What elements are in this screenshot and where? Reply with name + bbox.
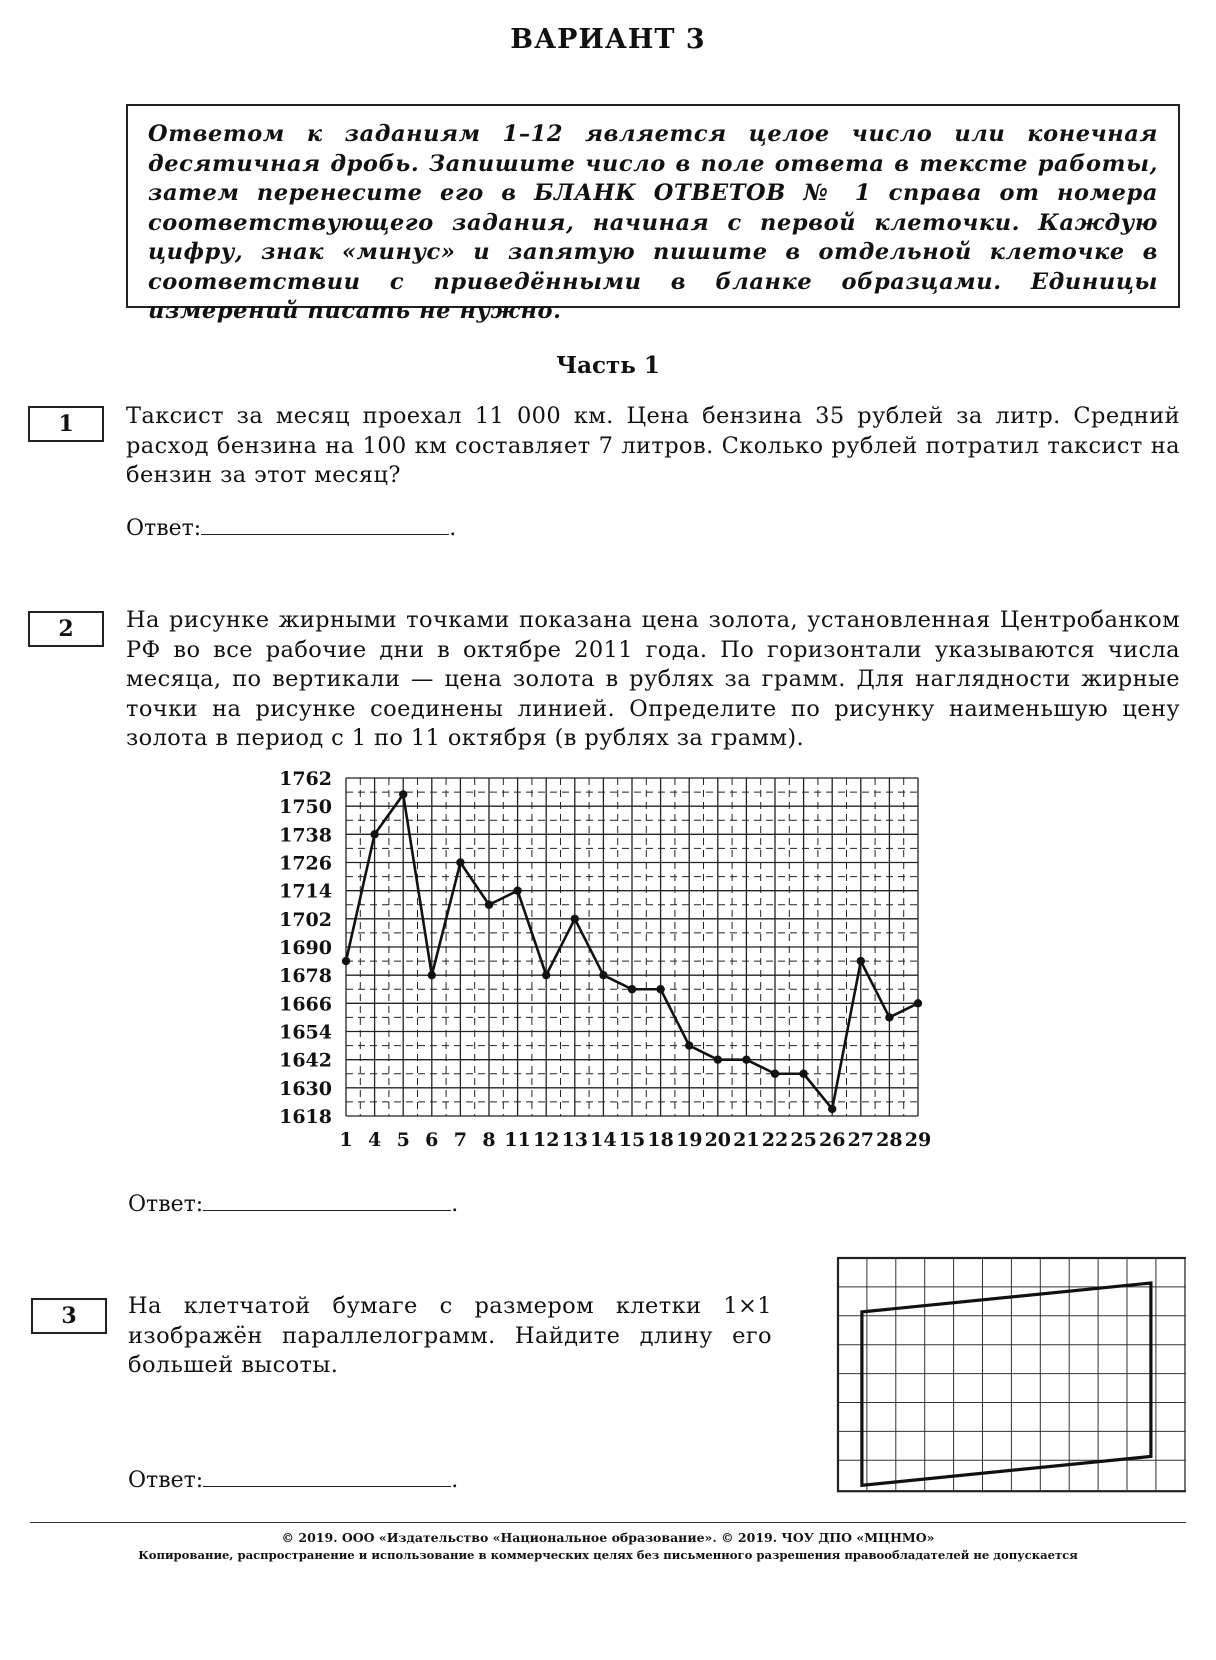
instructions-text: Ответом к заданиям 1–12 является целое число или конечная десятичная дробь. Запишите число в поле ответа в тексте работы, затем перенесите его в БЛАНК ОТВЕТОВ № 1 справа от номера соответствующего задания, начиная с первой клеточки. Каждую цифру, знак «минус» и запятую пишите в отдельной клеточке в соответствии с приведёнными в бланке образцами. Единицы измерений писать не нужно. xyxy=(148,121,1158,324)
x-tick-label: 11 xyxy=(504,1129,531,1151)
y-tick-label: 1726 xyxy=(279,852,332,875)
answer-line[interactable] xyxy=(201,512,449,535)
x-tick-label: 22 xyxy=(761,1129,789,1151)
footer-copyright: © 2019. ООО «Издательство «Национальное образование». © 2019. ЧОУ ДПО «МЦНМО» xyxy=(281,1530,935,1545)
x-tick-label: 14 xyxy=(590,1129,617,1151)
task-number-3: 3 xyxy=(31,1298,107,1334)
x-tick-label: 28 xyxy=(876,1129,903,1151)
price-point xyxy=(342,957,350,965)
task-3-text: На клетчатой бумаге с размером клетки 1×1 изображён параллелограмм. Найдите длину его большей высоты. xyxy=(128,1293,772,1378)
answer-end: . xyxy=(451,1468,459,1493)
answer-line[interactable] xyxy=(203,1464,451,1487)
x-tick-label: 15 xyxy=(618,1129,646,1151)
price-point xyxy=(542,971,550,979)
x-tick-label: 1 xyxy=(339,1129,353,1151)
footer-notice: Копирование, распространение и использование в коммерческих целях без письменного разрешения правообладателей не допускается xyxy=(138,1548,1078,1562)
price-point xyxy=(885,1013,893,1021)
y-tick-label: 1630 xyxy=(279,1077,332,1100)
x-tick-label: 6 xyxy=(425,1129,439,1151)
price-point xyxy=(513,886,521,894)
y-tick-label: 1762 xyxy=(279,768,332,790)
x-tick-label: 13 xyxy=(561,1129,589,1151)
instructions-box xyxy=(126,104,1180,324)
price-point xyxy=(828,1105,836,1113)
y-tick-label: 1714 xyxy=(279,880,332,903)
x-tick-label: 7 xyxy=(453,1129,468,1151)
part-title: Часть 1 xyxy=(556,352,660,379)
answer-line[interactable] xyxy=(203,1188,451,1211)
chart-grid xyxy=(346,778,918,1116)
x-tick-label: 25 xyxy=(790,1129,817,1151)
x-tick-label: 20 xyxy=(704,1129,732,1151)
price-point xyxy=(771,1070,779,1078)
x-tick-label: 8 xyxy=(482,1129,496,1151)
y-tick-label: 1666 xyxy=(279,993,332,1016)
y-tick-label: 1702 xyxy=(279,908,332,931)
price-point xyxy=(370,830,378,838)
x-axis-labels xyxy=(339,1129,931,1151)
y-tick-label: 1738 xyxy=(279,824,332,847)
price-point xyxy=(656,985,664,993)
x-tick-label: 19 xyxy=(675,1129,703,1151)
answer-end: . xyxy=(451,1192,459,1217)
task-number-1: 1 xyxy=(28,406,104,442)
y-tick-label: 1654 xyxy=(279,1021,332,1044)
task-3-answer xyxy=(128,1464,458,1493)
footer-divider xyxy=(30,1522,1186,1523)
price-point xyxy=(685,1041,693,1049)
task-2-text: На рисунке жирными точками показана цена золота, установленная Центробанком РФ во все рабочие дни в октябре 2011 года. По горизонтали указываются числа месяца, по вертикали — цена золота в рублях за грамм. Для наглядности жирные точки на рисунке соединены линией. Определите по рисунку наименьшую цену золота в период с 1 по 11 октября (в рублях за грамм). xyxy=(126,607,1180,751)
task-1-answer xyxy=(126,512,456,541)
price-point xyxy=(485,901,493,909)
x-tick-label: 12 xyxy=(532,1129,560,1151)
y-tick-label: 1618 xyxy=(279,1106,332,1128)
task-1-text: Таксист за месяц проехал 11 000 км. Цена бензина 35 рублей за литр. Средний расход бензина на 100 км составляет 7 литров. Сколько рублей потратил таксист на бензин за этот месяц? xyxy=(126,403,1180,488)
gold-price-chart xyxy=(260,760,940,1160)
answer-label: Ответ: xyxy=(126,516,202,541)
price-point xyxy=(742,1055,750,1063)
x-tick-label: 21 xyxy=(733,1129,760,1151)
x-tick-label: 18 xyxy=(647,1129,674,1151)
price-point xyxy=(914,999,922,1007)
figure-frame xyxy=(838,1258,1186,1491)
price-point xyxy=(628,985,636,993)
price-point xyxy=(399,790,407,798)
price-point xyxy=(571,915,579,923)
price-point xyxy=(456,858,464,866)
x-tick-label: 27 xyxy=(847,1129,875,1151)
answer-end: . xyxy=(449,516,457,541)
parallelogram-figure xyxy=(836,1256,1186,1496)
price-point xyxy=(428,971,436,979)
x-tick-label: 26 xyxy=(818,1129,846,1151)
task-2-answer xyxy=(128,1188,458,1217)
y-tick-label: 1642 xyxy=(279,1049,332,1072)
parallelogram xyxy=(862,1283,1151,1485)
page-title: ВАРИАНТ 3 xyxy=(510,24,706,55)
price-point xyxy=(857,957,865,965)
price-point xyxy=(799,1070,807,1078)
answer-label: Ответ: xyxy=(128,1192,204,1217)
x-tick-label: 5 xyxy=(396,1129,410,1151)
price-point xyxy=(714,1055,722,1063)
figure-grid xyxy=(838,1258,1186,1491)
y-tick-label: 1750 xyxy=(279,796,332,819)
task-number-2: 2 xyxy=(28,611,104,647)
y-axis-labels xyxy=(279,768,332,1128)
x-tick-label: 4 xyxy=(367,1129,382,1151)
answer-label: Ответ: xyxy=(128,1468,204,1493)
x-tick-label: 29 xyxy=(904,1129,932,1151)
y-tick-label: 1678 xyxy=(279,965,332,988)
y-tick-label: 1690 xyxy=(279,937,332,959)
price-point xyxy=(599,971,607,979)
